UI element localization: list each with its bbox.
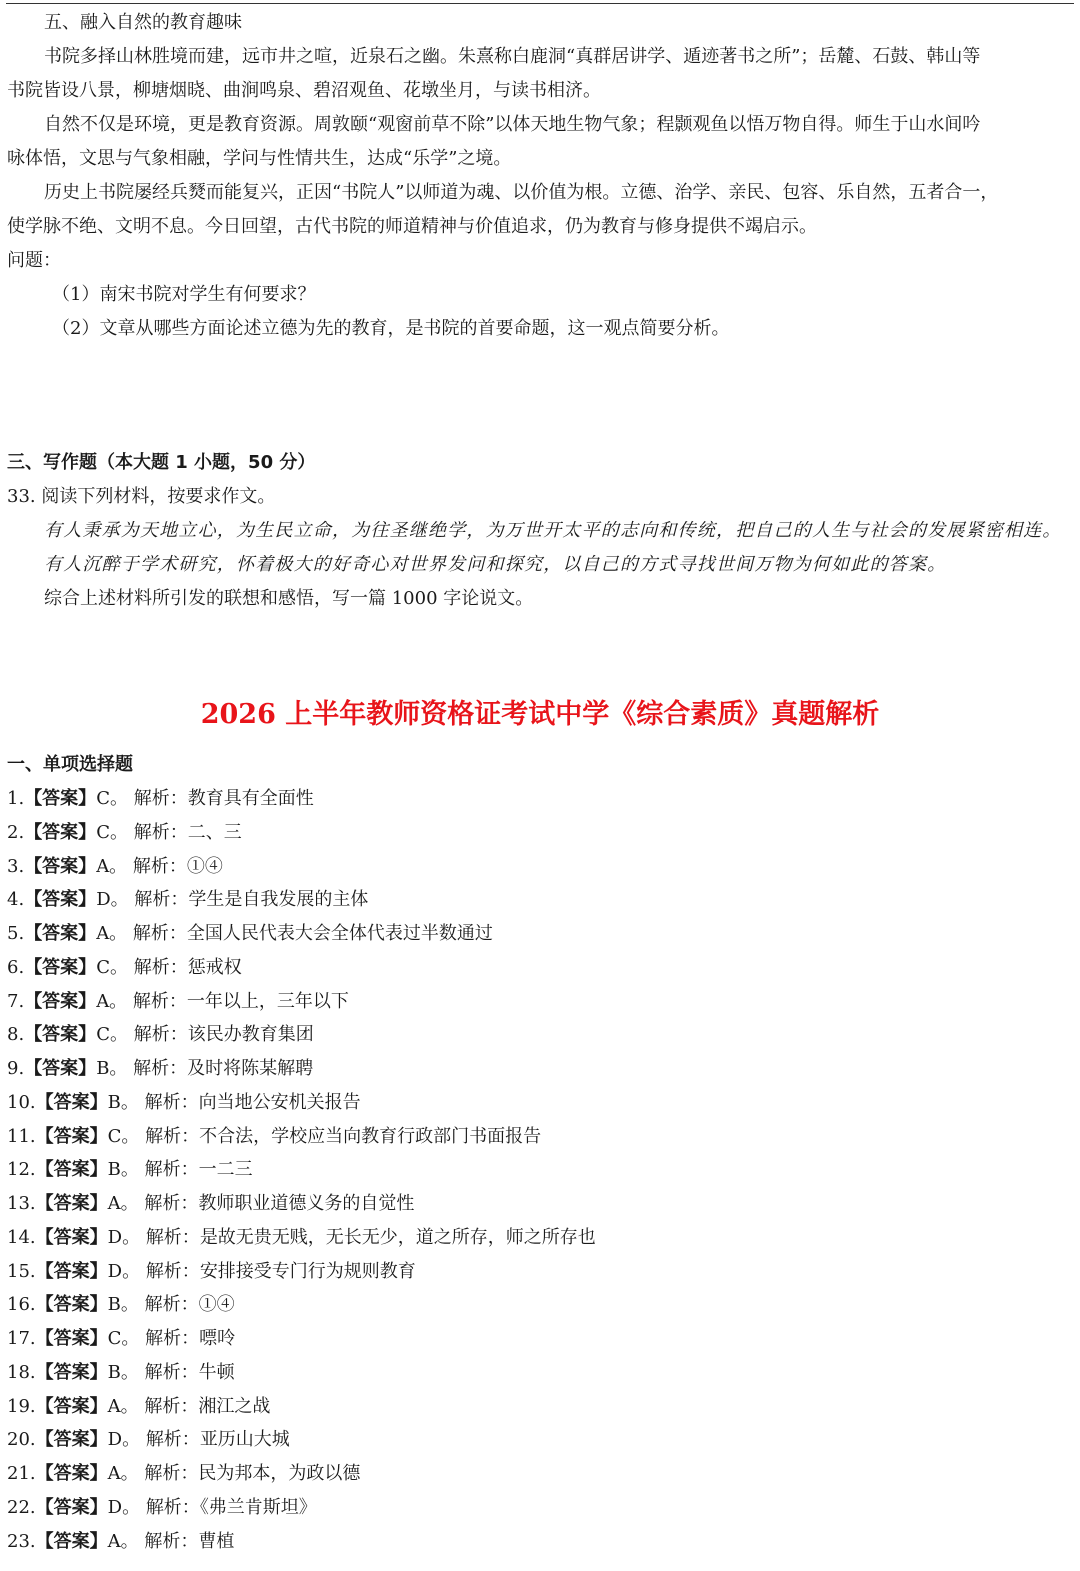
answer-tag: 【答案】 <box>24 956 97 978</box>
answer-item <box>7 1356 1074 1390</box>
answer-number: 9. <box>7 1058 25 1079</box>
answer-tag: 【答案】 <box>35 1193 108 1214</box>
answer-item <box>7 985 1074 1019</box>
answer-number: 14. <box>7 1226 36 1248</box>
answer-number: 22. <box>7 1496 36 1518</box>
answer-text: 《弗兰肯斯坦》 <box>199 1496 317 1518</box>
answer-choice: D。 <box>107 1429 141 1451</box>
answer-text: 牛顿 <box>198 1361 235 1383</box>
analysis-label: 解析： <box>134 889 189 911</box>
answer-choice: B。 <box>107 1361 139 1383</box>
question-1: （1）南宋书院对学生有何要求？ <box>52 284 316 305</box>
writing-prompt: 33. 阅读下列材料，按要求作文。 <box>7 486 276 507</box>
passage-paragraph-2-line-1: 自然不仅是环境，更是教育资源。周敦颐“观窗前草不除”以体天地生物气象；程颢观鱼以悟万物自得。师生于山水间吟 <box>44 114 981 135</box>
analysis-label: 解析： <box>133 788 188 809</box>
answer-item <box>7 816 1074 850</box>
answer-number: 6. <box>7 956 25 978</box>
answer-tag: 【答案】 <box>35 1361 108 1383</box>
top-divider <box>6 3 1074 4</box>
answer-text: 二、三 <box>187 821 242 843</box>
answer-choice: D。 <box>96 889 129 911</box>
answer-number: 2. <box>7 821 25 843</box>
answer-choice: D。 <box>107 1226 141 1248</box>
answer-text: 向当地公安机关报告 <box>198 1091 361 1113</box>
answer-tag: 【答案】 <box>35 1328 108 1349</box>
answer-item <box>7 1423 1074 1457</box>
passage-paragraph-1-line-1: 书院多择山林胜境而建，远市井之喧，近泉石之幽。朱熹称白鹿洞“真群居讲学、遁迹著书之所”；岳麓、石鼓、韩山等 <box>44 46 981 67</box>
answers-section-heading: 一、单项选择题 <box>7 754 133 775</box>
answer-text: 该民办教育集团 <box>187 1024 314 1046</box>
writing-section-heading: 三、写作题（本大题 1 小题，50 分） <box>7 452 316 473</box>
analysis-label: 解析： <box>133 1024 188 1046</box>
answer-number: 23. <box>7 1530 36 1552</box>
analysis-label: 解析： <box>144 1159 199 1181</box>
answer-item <box>7 1322 1074 1356</box>
answer-text: 教育具有全面性 <box>187 788 314 809</box>
analysis-label: 解析： <box>132 923 187 944</box>
answer-choice: A。 <box>107 1463 139 1484</box>
answer-list <box>7 782 1074 1558</box>
answer-text: 民为邦本，为政以德 <box>198 1463 361 1484</box>
answer-tag: 【答案】 <box>35 1091 108 1113</box>
passage-paragraph-2-line-2: 咏体悟，文思与气象相融，学问与性情共生，达成“乐学”之境。 <box>7 148 512 169</box>
analysis-label: 解析： <box>133 1058 188 1079</box>
answer-number: 16. <box>7 1294 36 1316</box>
answer-tag: 【答案】 <box>24 923 97 944</box>
answer-text: 全国人民代表大会全体代表过半数通过 <box>186 923 493 944</box>
answer-choice: C。 <box>96 1024 128 1046</box>
answer-number: 7. <box>7 990 25 1012</box>
writing-instruction: 综合上述材料所引发的联想和感悟，写一篇 1000 字论说文。 <box>44 588 534 609</box>
answer-choice: B。 <box>107 1091 139 1113</box>
answer-number: 11. <box>7 1125 36 1147</box>
answer-tag: 【答案】 <box>35 1530 108 1552</box>
analysis-label: 解析： <box>133 821 188 843</box>
answer-item <box>7 782 1074 816</box>
answer-item <box>7 1086 1074 1120</box>
analysis-label: 解析： <box>132 990 187 1012</box>
answer-item <box>7 1491 1074 1525</box>
analysis-label: 解析： <box>133 956 188 978</box>
analysis-label: 解析： <box>145 1260 200 1282</box>
analysis-label: 解析： <box>132 855 187 877</box>
passage-section-title: 五、融入自然的教育趣味 <box>44 12 242 33</box>
answer-number: 4. <box>7 889 25 911</box>
passage-paragraph-1-line-2: 书院皆设八景，柳塘烟晓、曲涧鸣泉、碧沼观鱼、花墩坐月，与读书相济。 <box>7 80 601 101</box>
writing-material-2: 有人沉醉于学术研究，怀着极大的好奇心对世界发问和探究，以自己的方式寻找世间万物为何如此的答案。 <box>44 554 947 575</box>
answer-text: 嘌呤 <box>199 1328 236 1349</box>
answer-choice: A。 <box>107 1193 139 1214</box>
passage-paragraph-3-line-1: 历史上书院屡经兵燹而能复兴，正因“书院人”以师道为魂、以价值为根。立德、治学、亲民、包容、乐自然，五者合一， <box>44 182 999 203</box>
answer-item <box>7 951 1074 985</box>
answer-choice: D。 <box>107 1496 141 1518</box>
answer-tag: 【答案】 <box>35 1429 108 1451</box>
answer-tag: 【答案】 <box>24 1024 97 1046</box>
answer-number: 15. <box>7 1260 36 1282</box>
answer-text: 教师职业道德义务的自觉性 <box>198 1193 415 1214</box>
answer-choice: A。 <box>96 923 128 944</box>
answer-number: 17. <box>7 1328 36 1349</box>
answer-text: 安排接受专门行为规则教育 <box>199 1260 416 1282</box>
answer-tag: 【答案】 <box>35 1260 108 1282</box>
answer-item <box>7 1221 1074 1255</box>
answer-item <box>7 1288 1074 1322</box>
analysis-label: 解析： <box>145 1125 200 1147</box>
answer-number: 5. <box>7 923 25 944</box>
answer-text: 是故无贵无贱，无长无少，道之所存，师之所存也 <box>199 1226 596 1248</box>
answer-tag: 【答案】 <box>35 1159 108 1181</box>
analysis-label: 解析： <box>144 1091 199 1113</box>
answer-number: 19. <box>7 1395 36 1417</box>
answer-text: 学生是自我发展的主体 <box>188 889 369 911</box>
answer-number: 1. <box>7 788 25 809</box>
answer-choice: B。 <box>96 1058 128 1079</box>
answer-tag: 【答案】 <box>35 1294 108 1316</box>
answer-number: 18. <box>7 1361 36 1383</box>
analysis-label: 解析： <box>145 1226 200 1248</box>
answer-tag: 【答案】 <box>35 1463 108 1484</box>
answer-choice: C。 <box>107 1328 140 1349</box>
answer-item <box>7 1052 1074 1086</box>
answer-choice: B。 <box>107 1294 139 1316</box>
answer-number: 8. <box>7 1024 25 1046</box>
answer-tag: 【答案】 <box>24 990 97 1012</box>
analysis-label: 解析： <box>144 1463 199 1484</box>
answer-tag: 【答案】 <box>24 889 97 911</box>
answer-choice: A。 <box>96 990 128 1012</box>
answer-number: 21. <box>7 1463 36 1484</box>
answer-choice: C。 <box>96 788 128 809</box>
answer-number: 10. <box>7 1091 36 1113</box>
answer-item <box>7 1255 1074 1289</box>
answer-choice: B。 <box>107 1159 139 1181</box>
questions-label: 问题： <box>7 250 61 271</box>
answer-tag: 【答案】 <box>35 1395 108 1417</box>
analysis-label: 解析： <box>144 1361 199 1383</box>
answer-tag: 【答案】 <box>35 1496 108 1518</box>
answer-choice: C。 <box>107 1125 140 1147</box>
answer-item <box>7 1457 1074 1491</box>
answer-tag: 【答案】 <box>35 1226 108 1248</box>
answer-number: 12. <box>7 1159 36 1181</box>
answer-text: 亚历山大城 <box>199 1429 290 1451</box>
answer-tag: 【答案】 <box>35 1125 108 1147</box>
answer-text: 一二三 <box>198 1159 253 1181</box>
answer-text: ①④ <box>198 1294 235 1316</box>
answer-tag: 【答案】 <box>24 821 97 843</box>
writing-material-1: 有人秉承为天地立心，为生民立命，为往圣继绝学，为万世开太平的志向和传统，把自己的人生与社会的发展紧密相连。 <box>44 520 1062 541</box>
analysis-label: 解析： <box>144 1193 199 1214</box>
answer-number: 20. <box>7 1429 36 1451</box>
answer-item <box>7 1390 1074 1424</box>
analysis-label: 解析： <box>145 1429 200 1451</box>
answer-tag: 【答案】 <box>24 788 97 809</box>
answer-choice: C。 <box>96 956 128 978</box>
answer-choice: D。 <box>107 1260 141 1282</box>
answer-number: 3. <box>7 855 25 877</box>
analysis-label: 解析： <box>145 1496 200 1518</box>
answer-text: 湘江之战 <box>198 1395 271 1417</box>
analysis-label: 解析： <box>144 1530 199 1552</box>
answer-choice: C。 <box>96 821 128 843</box>
answer-item <box>7 1153 1074 1187</box>
passage-paragraph-3-line-2: 使学脉不绝、文明不息。今日回望，古代书院的师道精神与价值追求，仍为教育与修身提供不竭启示。 <box>7 216 817 237</box>
analysis-label: 解析： <box>144 1294 199 1316</box>
answer-item <box>7 917 1074 951</box>
answer-choice: A。 <box>107 1530 139 1552</box>
question-2: （2）文章从哪些方面论述立德为先的教育，是书院的首要命题，这一观点简要分析。 <box>52 318 730 339</box>
answer-choice: A。 <box>107 1395 139 1417</box>
answer-item <box>7 1120 1074 1154</box>
answer-text: 及时将陈某解聘 <box>187 1058 314 1079</box>
answer-text: 曹植 <box>198 1530 235 1552</box>
answer-tag: 【答案】 <box>24 855 97 877</box>
answer-number: 13. <box>7 1193 36 1214</box>
answers-title: 2026 上半年教师资格证考试中学《综合素质》真题解析 <box>200 699 880 730</box>
answer-item <box>7 1187 1074 1221</box>
answer-text: 一年以上，三年以下 <box>186 990 349 1012</box>
answer-item <box>7 1018 1074 1052</box>
answer-item <box>7 1525 1074 1559</box>
analysis-label: 解析： <box>144 1395 199 1417</box>
answer-text: 惩戒权 <box>187 956 242 978</box>
answer-text: ①④ <box>186 855 223 877</box>
answer-item <box>7 883 1074 917</box>
answer-item <box>7 850 1074 884</box>
answer-tag: 【答案】 <box>24 1058 97 1079</box>
answer-choice: A。 <box>96 855 128 877</box>
analysis-label: 解析： <box>145 1328 200 1349</box>
answer-text: 不合法，学校应当向教育行政部门书面报告 <box>199 1125 542 1147</box>
